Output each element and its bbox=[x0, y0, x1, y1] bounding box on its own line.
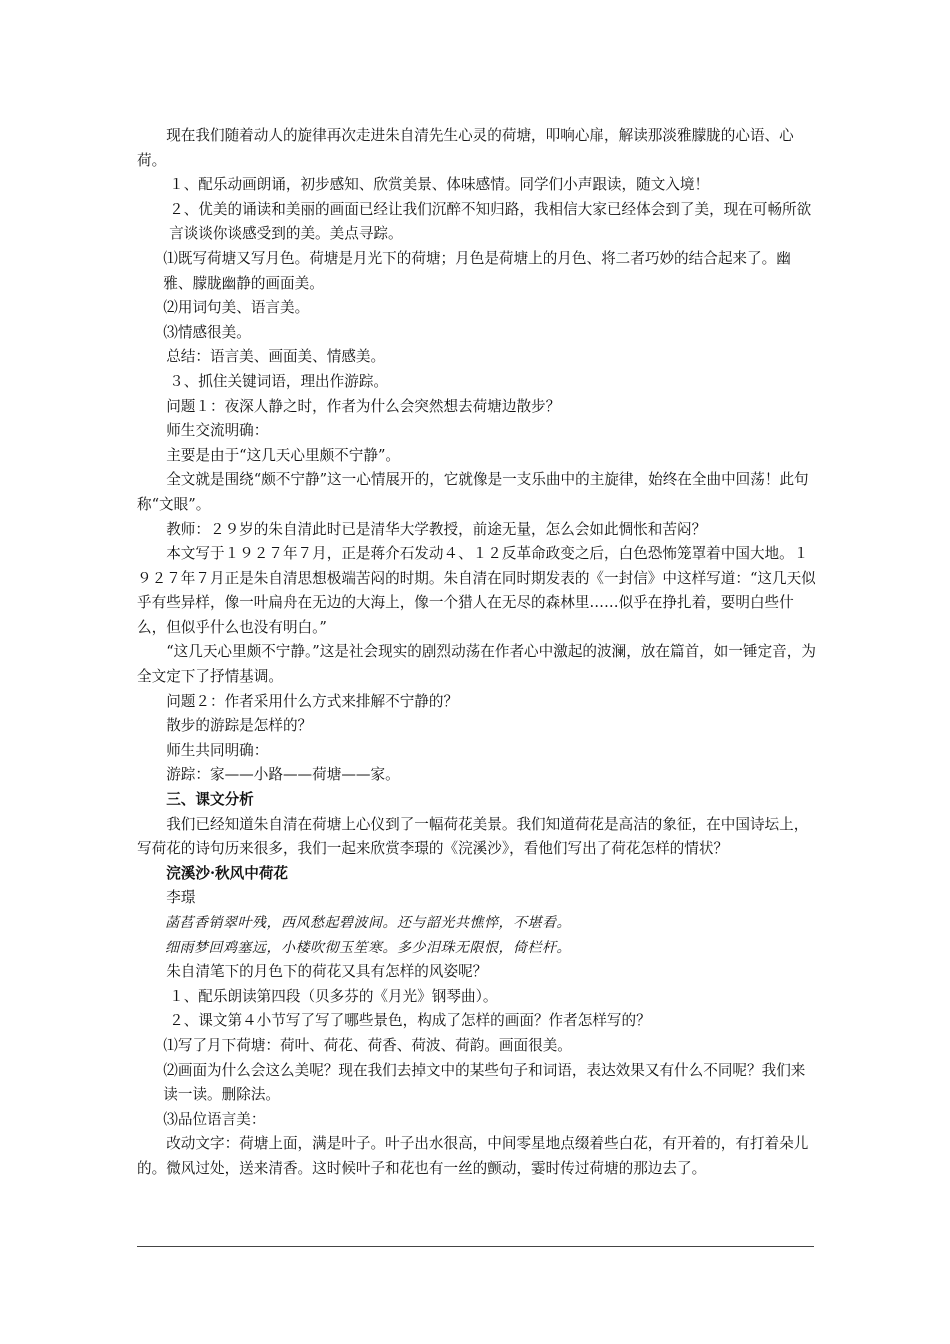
paragraph: 散步的游踪是怎样的？ bbox=[166, 717, 313, 735]
paragraph: 主要是由于“这几天心里颇不宁静”。 bbox=[166, 446, 401, 464]
section-heading: 三、课文分析 bbox=[166, 791, 254, 809]
paragraph: ⑶情感很美。 bbox=[163, 323, 251, 341]
paragraph: ２、课文第４小节写了写了哪些景色，构成了怎样的画面？作者怎样写的？ bbox=[169, 1012, 651, 1030]
poem-author: 李璟 bbox=[166, 889, 196, 907]
paragraph: 问题１：夜深人静之时，作者为什么会突然想去荷塘边散步？ bbox=[166, 397, 561, 415]
paragraph: 问题２：作者采用什么方式来排解不宁静的？ bbox=[166, 692, 459, 710]
paragraph: ⑴写了月下荷塘：荷叶、荷花、荷香、荷波、荷韵。画面很美。 bbox=[163, 1036, 572, 1054]
footer-divider bbox=[137, 1246, 814, 1247]
poem-line: 菡萏香销翠叶残，西风愁起碧波间。还与韶光共憔悴，不堪看。 bbox=[165, 915, 571, 931]
paragraph: 改动文字：荷塘上面，满是叶子。叶子出水很高，中间零星地点缀着些白花，有开着的，有打着朵儿的。微风过处，送来清香。这时候叶子和花也有一丝的颤动，霎时传过荷塘的那边去了。 bbox=[137, 1135, 809, 1177]
paragraph: 现在我们随着动人的旋律再次走进朱自清先生心灵的荷塘，叩响心扉，解读那淡雅朦胧的心语、心荷。 bbox=[137, 127, 794, 169]
paragraph: ⑵画面为什么会这么美呢？现在我们去掉文中的某些句子和词语，表达效果又有什么不同呢？我们来读一读。删除法。 bbox=[163, 1061, 806, 1104]
paragraph: ２、优美的诵读和美丽的画面已经让我们沉醉不知归路，我相信大家已经体会到了美，现在可畅所欲言谈谈你谈感受到的美。美点寻踪。 bbox=[169, 200, 812, 243]
poem-line: 细雨梦回鸡塞远，小楼吹彻玉笙寒。多少泪珠无限恨，倚栏杆。 bbox=[165, 939, 571, 956]
paragraph: 教师：２９岁的朱自清此时已是清华大学教授，前途无量，怎么会如此惆怅和苦闷？ bbox=[166, 520, 707, 538]
paragraph: ⑵用词句美、语言美。 bbox=[163, 299, 310, 317]
paragraph: 本文写于１９２７年７月，正是蒋介石发动４、１２反革命政变之后，白色恐怖笼罩着中国大地。１９２７年７月正是朱自清思想极端苦闷的时期。朱自清在同时期发表的《一封信》中这样写道：“这几天似乎有些异样，像一叶扁舟在无边的大海上，像一个猎人在无尽的森林里……似乎在挣扎着，要明白些什么，但似乎什么也没有明白。” bbox=[137, 545, 816, 636]
paragraph: 总结：语言美、画面美、情感美。 bbox=[166, 348, 386, 366]
paragraph: 师生共同明确： bbox=[166, 741, 269, 759]
paragraph: 我们已经知道朱自清在荷塘上心仪到了一幅荷花美景。我们知道荷花是高洁的象征，在中国诗坛上，写荷花的诗句历来很多，我们一起来欣赏李璟的《浣溪沙》，看他们写出了荷花怎样的情状？ bbox=[137, 815, 809, 858]
document-body bbox=[137, 124, 817, 1182]
paragraph: １、配乐动画朗诵，初步感知、欣赏美景、体味感情。同学们小声跟读，随文入境！ bbox=[169, 176, 710, 194]
paragraph: 游踪：家——小路——荷塘——家。 bbox=[166, 766, 400, 784]
paragraph: “这几天心里颇不宁静。”这是社会现实的剧烈动荡在作者心中激起的波澜，放在篇首，如一锤定音，为全文定下了抒情基调。 bbox=[137, 643, 816, 686]
paragraph: ⑴既写荷塘又写月色。荷塘是月光下的荷塘；月色是荷塘上的月色、将二者巧妙的结合起来了。幽雅、朦胧幽静的画面美。 bbox=[163, 249, 791, 292]
paragraph: 朱自清笔下的月色下的荷花又具有怎样的风姿呢？ bbox=[166, 963, 488, 981]
paragraph: ⑶品位语言美： bbox=[163, 1110, 266, 1128]
paragraph: 全文就是围绕“颇不宁静”这一心情展开的，它就像是一支乐曲中的主旋律，始终在全曲中回荡！此句称“文眼”。 bbox=[137, 471, 809, 513]
paragraph: 师生交流明确： bbox=[166, 422, 269, 440]
poem-title: 浣溪沙·秋风中荷花 bbox=[166, 864, 289, 882]
paragraph: ３、抓住关键词语，理出作游踪。 bbox=[169, 372, 389, 390]
paragraph: １、配乐朗读第四段（贝多芬的《月光》钢琴曲）。 bbox=[169, 987, 498, 1005]
